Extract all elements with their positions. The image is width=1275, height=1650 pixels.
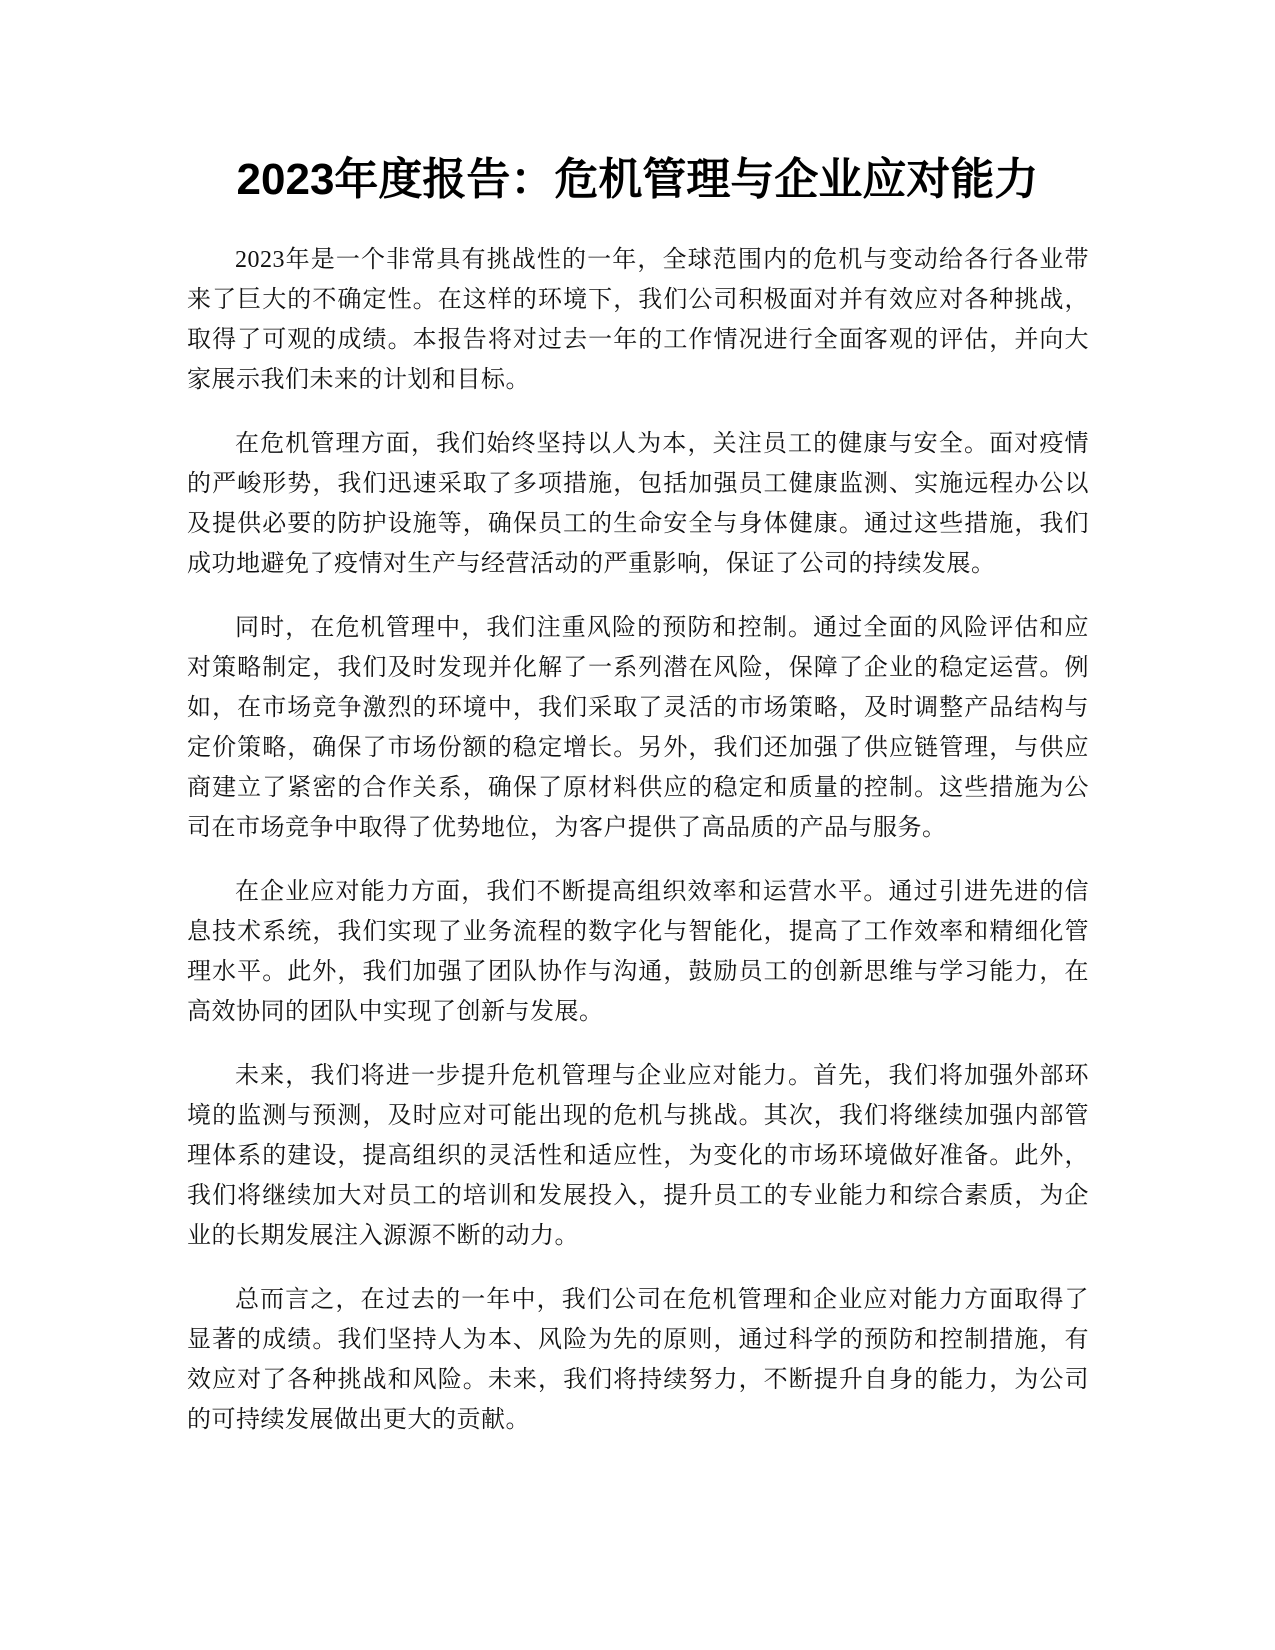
paragraph-intro: 2023年是一个非常具有挑战性的一年，全球范围内的危机与变动给各行各业带来了巨大的不确定性。在这样的环境下，我们公司积极面对并有效应对各种挑战，取得了可观的成绩。本报告将对过去一年的工作情况进行全面客观的评估，并向大家展示我们未来的计划和目标。 <box>187 247 1089 393</box>
paragraph-conclusion: 总而言之，在过去的一年中，我们公司在危机管理和企业应对能力方面取得了显著的成绩。我们坚持人为本、风险为先的原则，通过科学的预防和控制措施，有效应对了各种挑战和风险。未来，我们将持续努力，不断提升自身的能力，为公司的可持续发展做出更大的贡献。 <box>187 1287 1089 1433</box>
paragraph-response-capability: 在企业应对能力方面，我们不断提高组织效率和运营水平。通过引进先进的信息技术系统，我们实现了业务流程的数字化与智能化，提高了工作效率和精细化管理水平。此外，我们加强了团队协作与沟通，鼓励员工的创新思维与学习能力，在高效协同的团队中实现了创新与发展。 <box>187 879 1089 1025</box>
document-body <box>187 240 1089 1464</box>
paragraph-risk-control: 同时，在危机管理中，我们注重风险的预防和控制。通过全面的风险评估和应对策略制定，我们及时发现并化解了一系列潜在风险，保障了企业的稳定运营。例如，在市场竞争激烈的环境中，我们采取了灵活的市场策略，及时调整产品结构与定价策略，确保了市场份额的稳定增长。另外，我们还加强了供应链管理，与供应商建立了紧密的合作关系，确保了原材料供应的稳定和质量的控制。这些措施为公司在市场竞争中取得了优势地位，为客户提供了高品质的产品与服务。 <box>187 615 1089 841</box>
paragraph-future-plans: 未来，我们将进一步提升危机管理与企业应对能力。首先，我们将加强外部环境的监测与预测，及时应对可能出现的危机与挑战。其次，我们将继续加强内部管理体系的建设，提高组织的灵活性和适应性，为变化的市场环境做好准备。此外，我们将继续加大对员工的培训和发展投入，提升员工的专业能力和综合素质，为企业的长期发展注入源源不断的动力。 <box>187 1063 1089 1249</box>
page-title: 2023年度报告：危机管理与企业应对能力 <box>236 155 1039 204</box>
paragraph-crisis-management: 在危机管理方面，我们始终坚持以人为本，关注员工的健康与安全。面对疫情的严峻形势，我们迅速采取了多项措施，包括加强员工健康监测、实施远程办公以及提供必要的防护设施等，确保员工的生命安全与身体健康。通过这些措施，我们成功地避免了疫情对生产与经营活动的严重影响，保证了公司的持续发展。 <box>187 431 1089 577</box>
